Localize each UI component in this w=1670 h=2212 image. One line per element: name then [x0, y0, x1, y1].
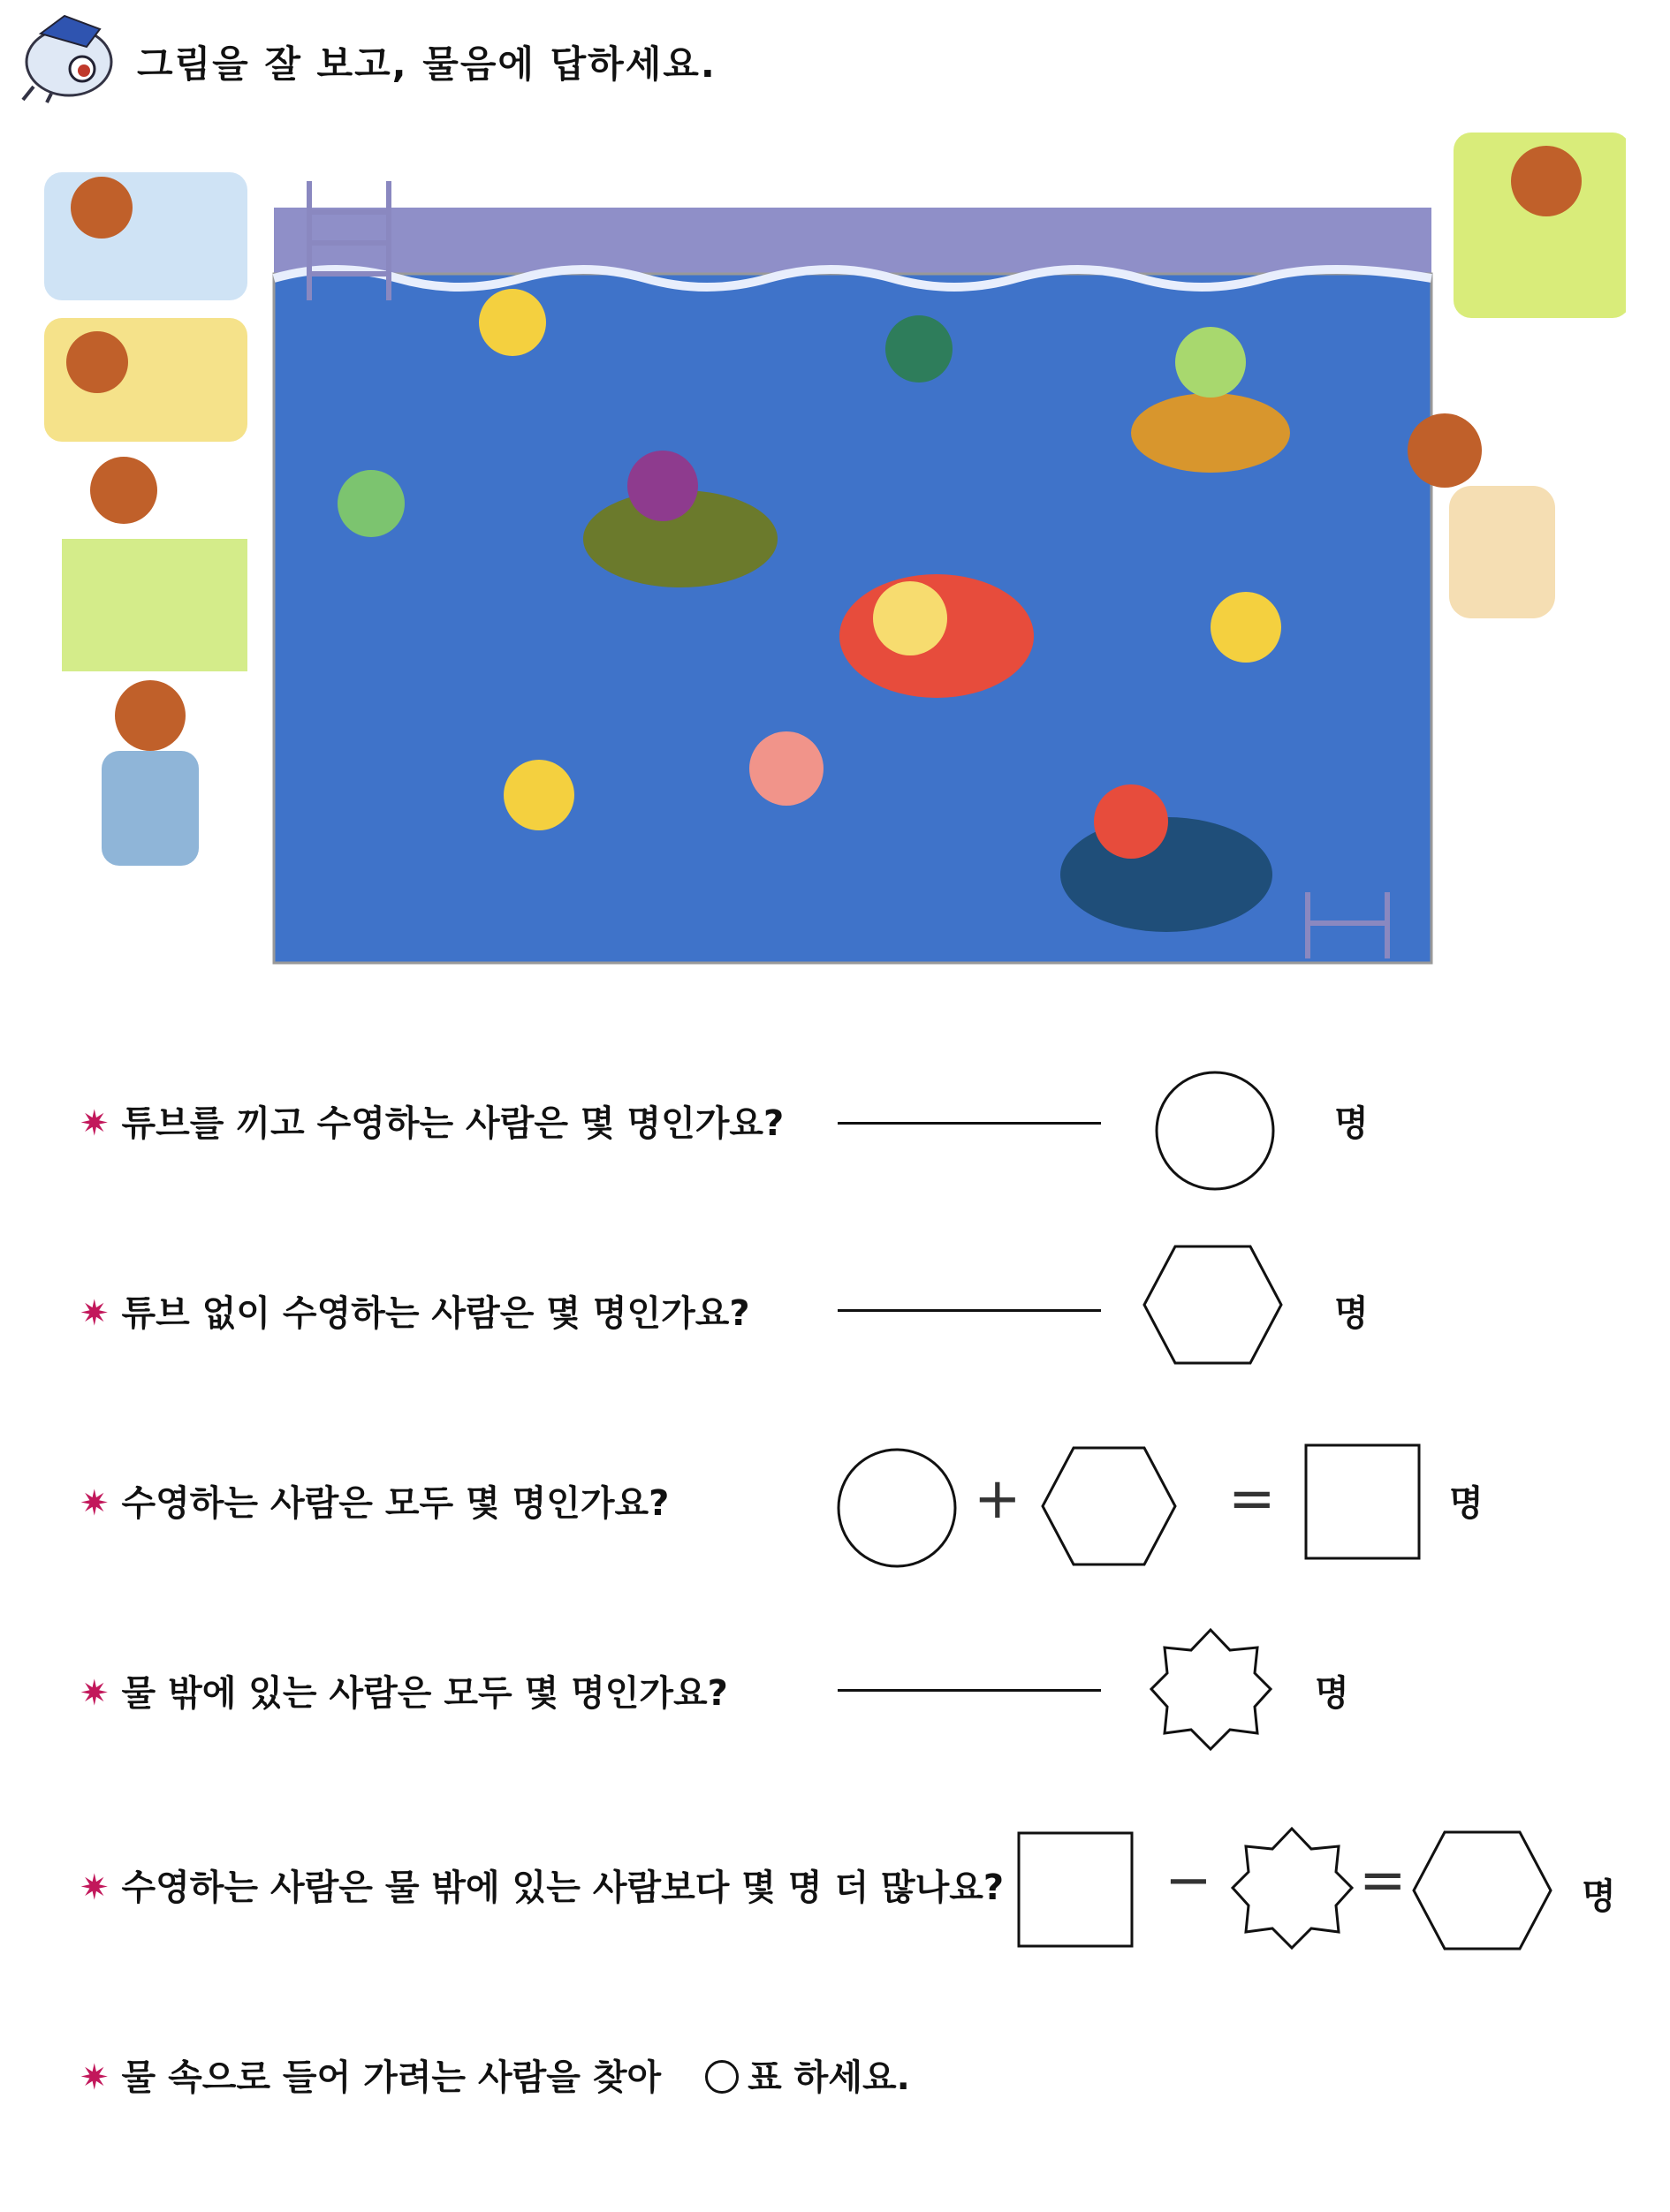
answer-circle[interactable]: [835, 1446, 959, 1570]
unit-label: 명: [1334, 1103, 1369, 1144]
question-3: [80, 1475, 669, 1526]
mascot-icon: [16, 7, 122, 104]
answer-star[interactable]: [1147, 1625, 1275, 1754]
answer-square[interactable]: [1303, 1443, 1423, 1562]
answer-hexagon[interactable]: [1140, 1241, 1286, 1369]
page-title: 그림을 잘 보고, 물음에 답하세요.: [137, 42, 717, 86]
question-2-text: 튜브 없이 수영하는 사람은 몇 명인가요?: [121, 1293, 750, 1334]
unit-label: 명: [1449, 1483, 1484, 1524]
question-3-text: 수영하는 사람은 모두 몇 명인가요?: [121, 1483, 670, 1524]
answer-line: [838, 1122, 1101, 1125]
answer-line: [838, 1689, 1101, 1692]
answer-hexagon[interactable]: [1038, 1443, 1180, 1571]
question-6-text: 물 속으로 들어 가려는 사람을 찾아: [121, 2057, 662, 2098]
unit-label: 명: [1582, 1876, 1616, 1917]
bullet-icon: ✷: [80, 1673, 110, 1714]
question-4: [80, 1665, 728, 1716]
bullet-icon: ✷: [80, 2057, 110, 2098]
pool-illustration: [35, 97, 1626, 972]
question-5: [80, 1860, 1004, 1910]
bullet-icon: ✷: [80, 1103, 110, 1144]
answer-star[interactable]: [1228, 1824, 1356, 1952]
unit-label: 명: [1315, 1673, 1349, 1714]
answer-hexagon[interactable]: [1409, 1827, 1555, 1955]
answer-line: [838, 1309, 1101, 1312]
unit-label: 명: [1334, 1293, 1369, 1334]
question-6: [80, 2049, 910, 2100]
answer-circle[interactable]: [1153, 1069, 1277, 1193]
equals-sign: =: [1228, 1466, 1276, 1532]
question-1: [80, 1095, 784, 1146]
equals-sign: =: [1359, 1848, 1407, 1913]
question-5-text: 수영하는 사람은 물 밖에 있는 사람보다 몇 명 더 많나요?: [121, 1867, 1005, 1908]
question-2: [80, 1285, 750, 1336]
bullet-icon: ✷: [80, 1483, 110, 1524]
answer-square[interactable]: [1016, 1830, 1135, 1950]
question-6-text-end: 표 하세요.: [748, 2057, 910, 2098]
question-1-text: 튜브를 끼고 수영하는 사람은 몇 명인가요?: [121, 1103, 785, 1144]
plus-sign: +: [974, 1466, 1021, 1532]
bullet-icon: ✷: [80, 1867, 110, 1908]
bullet-icon: ✷: [80, 1293, 110, 1334]
circle-mark-icon: [705, 2060, 739, 2094]
minus-sign: −: [1165, 1848, 1212, 1913]
question-4-text: 물 밖에 있는 사람은 모두 몇 명인가요?: [121, 1673, 728, 1714]
